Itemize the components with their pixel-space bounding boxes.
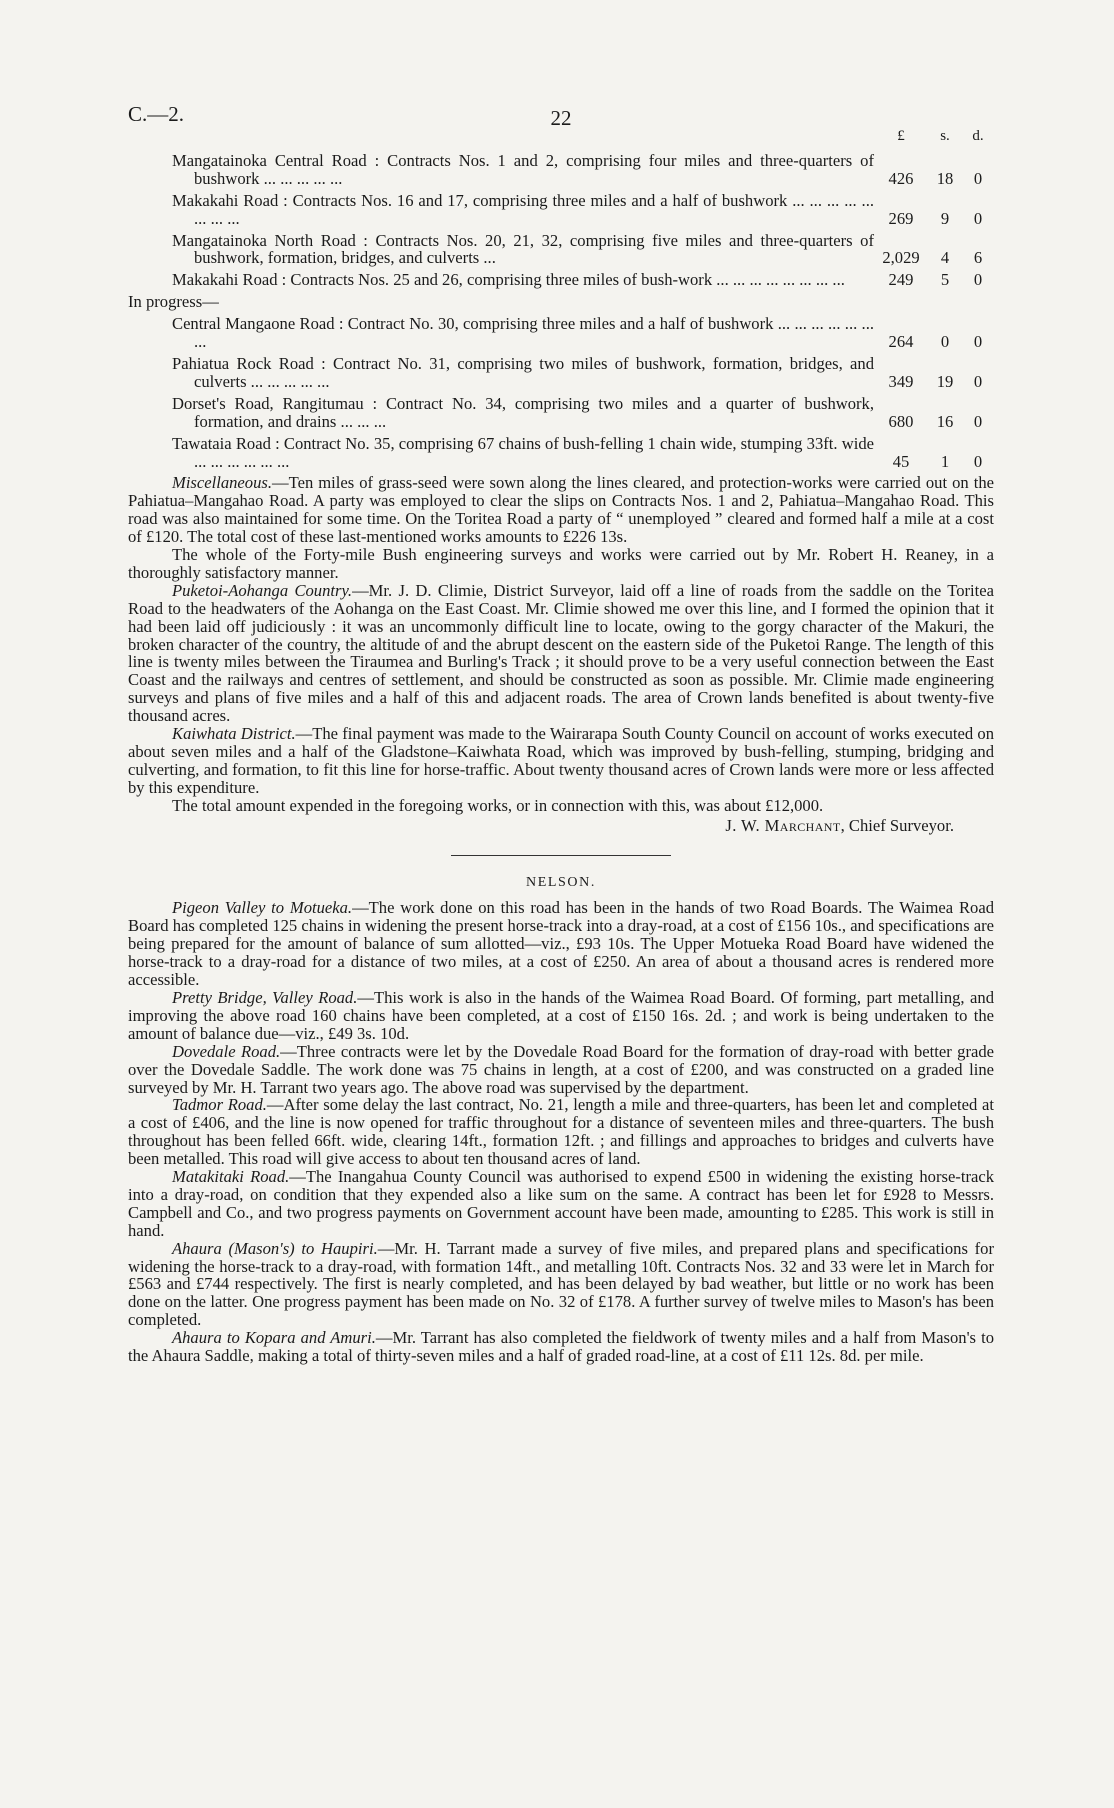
amount-pounds: 45 xyxy=(892,451,910,471)
amount-shillings: 0 xyxy=(940,332,950,352)
amount-pounds: 249 xyxy=(888,270,914,290)
paragraph-text: —Mr. J. D. Climie, District Surveyor, laid off a line of roads from the saddle on the Toritea Road to the headwaters of the Aohanga on the East Coast. Mr. Climie showed me over this line, and I formed the opinion that it had been laid off judiciously : it was an uncommonly difficult line to locate, owing to the gorgy character of the Makuri, the broken character of the country, the altitude of and the abrupt descent on the eastern side of the Puketoi Range. The length of this line is twenty miles between the Tiraumea and Burling's Track ; it should prove to be a very useful connection between the East Coast and the railways and centres of settlement, and should be constructed as soon as possible. Mr. Climie made engineering surveys and plans of five miles and a half of this and adjacent roads. The area of Crown lands benefited is about twenty-five thousand acres. xyxy=(128,580,994,726)
paragraph-kaiwhata xyxy=(128,725,994,797)
paragraph-miscellaneous xyxy=(128,474,994,546)
page-number: 22 xyxy=(550,106,572,130)
report-body-upper xyxy=(128,474,994,834)
amount-pence: 0 xyxy=(973,332,983,352)
ledger-entry xyxy=(128,355,994,391)
paragraph-pigeon-valley xyxy=(128,899,994,989)
entry-amount xyxy=(874,333,994,351)
entry-amount xyxy=(874,170,994,188)
amount-shillings: 19 xyxy=(936,371,954,391)
entry-description: Mangatainoka Central Road : Contracts Nos. 1 and 2, comprising four miles and three-quarters of bushwork ... ... ... ... ... xyxy=(172,150,874,188)
paragraph-text: —Mr. Tarrant has also completed the fieldwork of twenty miles and a half from Mason's to the Ahaura Saddle, making a total of thirty-seven miles and a half of graded road-line, at a cost of £11 12s. 8d. per mile. xyxy=(128,1328,994,1366)
signature-name: J. W. Marchant xyxy=(725,815,841,835)
paragraph-total xyxy=(128,797,994,815)
entry-description: Makakahi Road : Contracts Nos. 25 and 26, comprising three miles of bush-work ... ... ... ... ... ... ... ... xyxy=(172,270,845,290)
signature xyxy=(128,817,994,835)
section-divider xyxy=(451,855,671,856)
entry-description: Mangatainoka North Road : Contracts Nos. 20, 21, 32, comprising five miles and three-quarters of bushwork, formation, bridges, and culverts ... xyxy=(172,230,874,268)
entry-amount xyxy=(874,271,994,289)
paragraph-lead: Dovedale Road. xyxy=(172,1041,281,1061)
pounds-heading: £ xyxy=(897,128,905,144)
report-body-nelson xyxy=(128,899,994,1365)
paragraph-lead: Pigeon Valley to Motueka. xyxy=(172,898,353,918)
paragraph-text: —After some delay the last contract, No. 21, length a mile and three-quarters, has been let and completed at a cost of £406, and the line is now opened for traffic throughout for a distance of seventeen miles and three-quarters. The bush throughout has been felled 66ft. wide, clearing 14ft., formation 12ft. ; and fillings and approaches to bridges and culverts have been metalled. This road will give access to about ten thousand acres of land. xyxy=(128,1095,994,1169)
amount-pounds: 269 xyxy=(888,208,914,228)
in-progress-ledger xyxy=(128,315,994,470)
signature-title: , Chief Surveyor. xyxy=(840,815,954,835)
amount-shillings: 5 xyxy=(940,270,950,290)
entry-amount xyxy=(874,249,994,267)
paragraph-text: —The Inangahua County Council was authorised to expend £500 in widening the existing horse-track into a dray-road, on condition that they expended also a like sum on the same. A contract has been let for £928 to Messrs. Campbell and Co., and two progress payments on Government account have been made, amounting to £285. This work is still in hand. xyxy=(128,1167,994,1240)
paragraph-text: —Mr. H. Tarrant made a survey of five miles, and prepared plans and specifications for widening the horse-track to a dray-road, with formation 14ft., and metalling 10ft. Contracts Nos. 32 and 33 were let in March for £563 and £744 respectively. The first is nearly completed, and has been delayed by bad weather, but little or no work has been done on the latter. One progress payment has been made on No. 32 of £178. A further survey of twelve miles to Mason's has been completed. xyxy=(128,1238,994,1330)
ledger-entry xyxy=(128,395,994,431)
page-header xyxy=(128,100,994,144)
amount-shillings: 1 xyxy=(940,451,950,471)
amount-pounds: 426 xyxy=(888,168,914,188)
ledger-entry xyxy=(128,315,994,351)
paragraph-lead: Ahaura (Mason's) to Haupiri. xyxy=(172,1238,378,1258)
paragraph-lead: Matakitaki Road. xyxy=(172,1167,290,1187)
entry-description: Pahiatua Rock Road : Contract No. 31, comprising two miles of bushwork, formation, bridges, and culverts ... ... ... ... ... xyxy=(172,353,874,391)
ledger-entry xyxy=(128,435,994,471)
paragraph-surveys xyxy=(128,546,994,582)
ledger-entry xyxy=(128,271,994,289)
paragraph-pretty-bridge xyxy=(128,989,994,1043)
paragraph-lead: Tadmor Road. xyxy=(172,1095,267,1115)
paragraph-text: —The work done on this road has been in the hands of two Road Boards. The Waimea Road Board has completed 125 chains in widening the present horse-track into a dray-road, at a cost of £156 10s., and specifications are being prepared for the amount of balance of sum allotted—viz., £93 10s. The Upper Motueka Road Board have widened the horse-track to a dray-road for a distance of two miles, at a cost of £250. An area of about a thousand acres is rendered more accessible. xyxy=(128,898,994,990)
paragraph-lead: Kaiwhata District. xyxy=(172,724,296,744)
ledger-entry xyxy=(128,152,994,188)
entry-description: Makakahi Road : Contracts Nos. 16 and 17, comprising three miles and a half of bushwork ... ... ... ... ... ... ... ... xyxy=(172,190,874,228)
paragraph-tadmor xyxy=(128,1096,994,1168)
in-progress-label: In progress— xyxy=(128,292,219,312)
amount-pence: 0 xyxy=(973,371,983,391)
amount-pounds: 349 xyxy=(888,371,914,391)
amount-shillings: 4 xyxy=(940,248,950,268)
amount-pounds: 264 xyxy=(888,332,914,352)
paragraph-lead: Ahaura to Kopara and Amuri. xyxy=(172,1328,376,1348)
amount-pounds: 2,029 xyxy=(882,248,920,268)
amount-pence: 0 xyxy=(973,208,983,228)
paragraph-text: —Three contracts were let by the Dovedale Road Board for the formation of dray-road with better grade over the Dovedale Saddle. The work done was 75 chains in length, at a cost of £200, and was constructed on a graded line surveyed by Mr. H. Tarrant two years ago. The above road was supervised by the department. xyxy=(128,1041,994,1097)
ledger-entry xyxy=(128,192,994,228)
paragraph-text: —Ten miles of grass-seed were sown along the lines cleared, and protection-works were carried out on the Pahiatua–Mangahao Road. A party was employed to clear the slips on Contracts Nos. 1 and 2, Pahiatua–Mangahao Road. This road was also maintained for some time. On the Toritea Road a party of “ unemployed ” cleared and formed half a mile at a cost of £120. The total cost of these last-mentioned works amounts to £226 13s. xyxy=(128,473,994,547)
paragraph-lead: Pretty Bridge, Valley Road. xyxy=(172,987,358,1007)
paragraph-text: The whole of the Forty-mile Bush engineering surveys and works were carried out by Mr. Robert H. Reaney, in a thoroughly satisfactory manner. xyxy=(128,545,994,582)
paragraph-ahaura-kopara xyxy=(128,1329,994,1365)
paragraph-text: —This work is also in the hands of the Waimea Road Board. Of forming, part metalling, and improving the above road 160 chains have been completed, at a cost of £150 16s. 2d. ; and work is being undertaken to the amount of balance due—viz., £49 3s. 10d. xyxy=(128,987,995,1043)
paragraph-text: The total amount expended in the foregoing works, or in connection with this, was about £12,000. xyxy=(172,795,824,815)
paragraph-dovedale xyxy=(128,1043,994,1097)
entry-description: Dorset's Road, Rangitumau : Contract No. 34, comprising two miles and a quarter of bushwork, formation, and drains ... ... ... xyxy=(172,393,874,431)
entry-description: Central Mangaone Road : Contract No. 30, comprising three miles and a half of bushwork ... ... ... ... ... ... ... xyxy=(172,314,874,352)
paragraph-lead: Puketoi-Aohanga Country. xyxy=(172,580,353,600)
amount-pounds: 680 xyxy=(888,411,914,431)
pence-heading: d. xyxy=(972,128,984,144)
amount-shillings: 16 xyxy=(936,411,954,431)
entry-amount xyxy=(874,373,994,391)
amount-pence: 0 xyxy=(973,168,983,188)
amount-pence: 0 xyxy=(973,270,983,290)
section-title: NELSON. xyxy=(526,874,596,890)
paragraph-lead: Miscellaneous. xyxy=(172,473,273,493)
entry-amount xyxy=(874,413,994,431)
paragraph-matakitaki xyxy=(128,1168,994,1240)
amount-pence: 6 xyxy=(973,248,983,268)
amount-shillings: 18 xyxy=(936,168,954,188)
entry-description: Tawataia Road : Contract No. 35, comprising 67 chains of bush-felling 1 chain wide, stumping 33ft. wide ... ... ... ... ... ... xyxy=(172,433,874,471)
amount-pence: 0 xyxy=(973,451,983,471)
amount-shillings: 9 xyxy=(940,208,950,228)
shillings-heading: s. xyxy=(940,128,950,144)
paragraph-text: —The final payment was made to the Wairarapa South County Council on account of works executed on about seven miles and a half of the Gladstone–Kaiwhata Road, which was improved by bush-felling, stumping, bridging and culverting, and formation, to fit this line for horse-traffic. About twenty thousand acres of Crown lands were more or less affected by this expenditure. xyxy=(128,724,995,797)
paragraph-ahaura-haupiri xyxy=(128,1240,994,1330)
entry-amount xyxy=(874,453,994,471)
document-reference: C.—2. xyxy=(128,102,185,126)
completed-works-ledger xyxy=(128,152,994,289)
amount-pence: 0 xyxy=(973,411,983,431)
paragraph-puketoi xyxy=(128,582,994,725)
entry-amount xyxy=(874,210,994,228)
ledger-entry xyxy=(128,232,994,268)
